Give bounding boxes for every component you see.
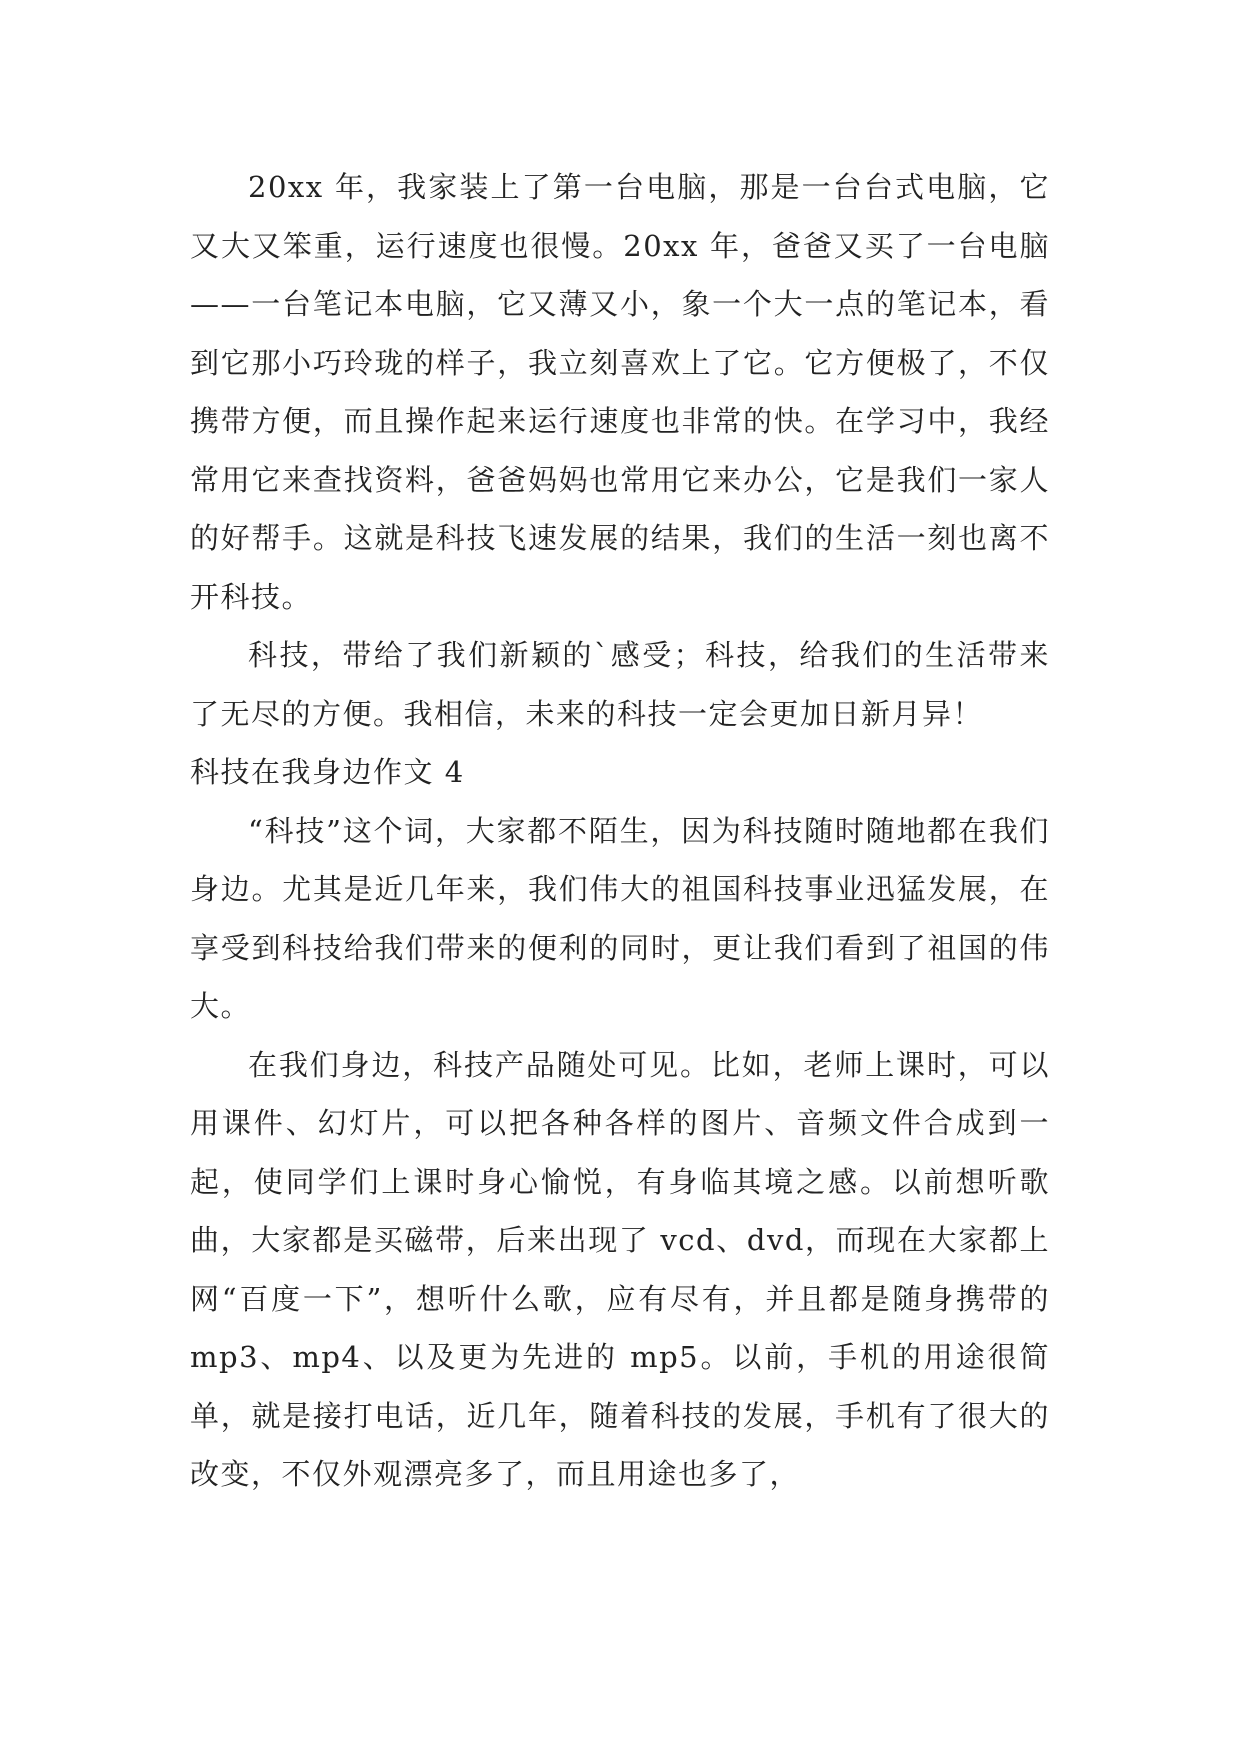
essay-heading: 科技在我身边作文 4 [190,755,465,789]
paragraph-tech-conclusion: 科技，带给了我们新颖的`感受；科技，给我们的生活带来了无尽的方便。我相信，未来的科技一定会更加日新月异！ [190,638,1050,731]
paragraph-tech-products: 在我们身边，科技产品随处可见。比如，老师上课时，可以用课件、幻灯片，可以把各种各样的图片、音频文件合成到一起，使同学们上课时身心愉悦，有身临其境之感。以前想听歌曲，大家都是买磁带，后来出现了 vcd、dvd，而现在大家都上网“百度一下”，想听什么歌，应有尽有，并且都是随身携带的 mp3、mp4、以及更为先进的 mp5。以前，手机的用途很简单，就是接打电话，近几年，随着科技的发展，手机有了很大的改变，不仅外观漂亮多了，而且用途也多了， [190,1047,1050,1491]
paragraph-computer-story: 20xx 年，我家装上了第一台电脑，那是一台台式电脑，它又大又笨重，运行速度也很慢。20xx 年，爸爸又买了一台电脑——一台笔记本电脑，它又薄又小，象一个大一点的笔记本，看到它那小巧玲珑的样子，我立刻喜欢上了它。它方便极了，不仅携带方便，而且操作起来运行速度也非常的快。在学习中，我经常用它来查找资料，爸爸妈妈也常用它来办公，它是我们一家人的好帮手。这就是科技飞速发展的结果，我们的生活一刻也离不开科技。 [190,170,1050,614]
document-page [190,158,1050,1504]
paragraph-tech-intro: “科技”这个词，大家都不陌生，因为科技随时随地都在我们身边。尤其是近几年来，我们伟大的祖国科技事业迅猛发展，在享受到科技给我们带来的便利的同时，更让我们看到了祖国的伟大。 [190,813,1050,1023]
